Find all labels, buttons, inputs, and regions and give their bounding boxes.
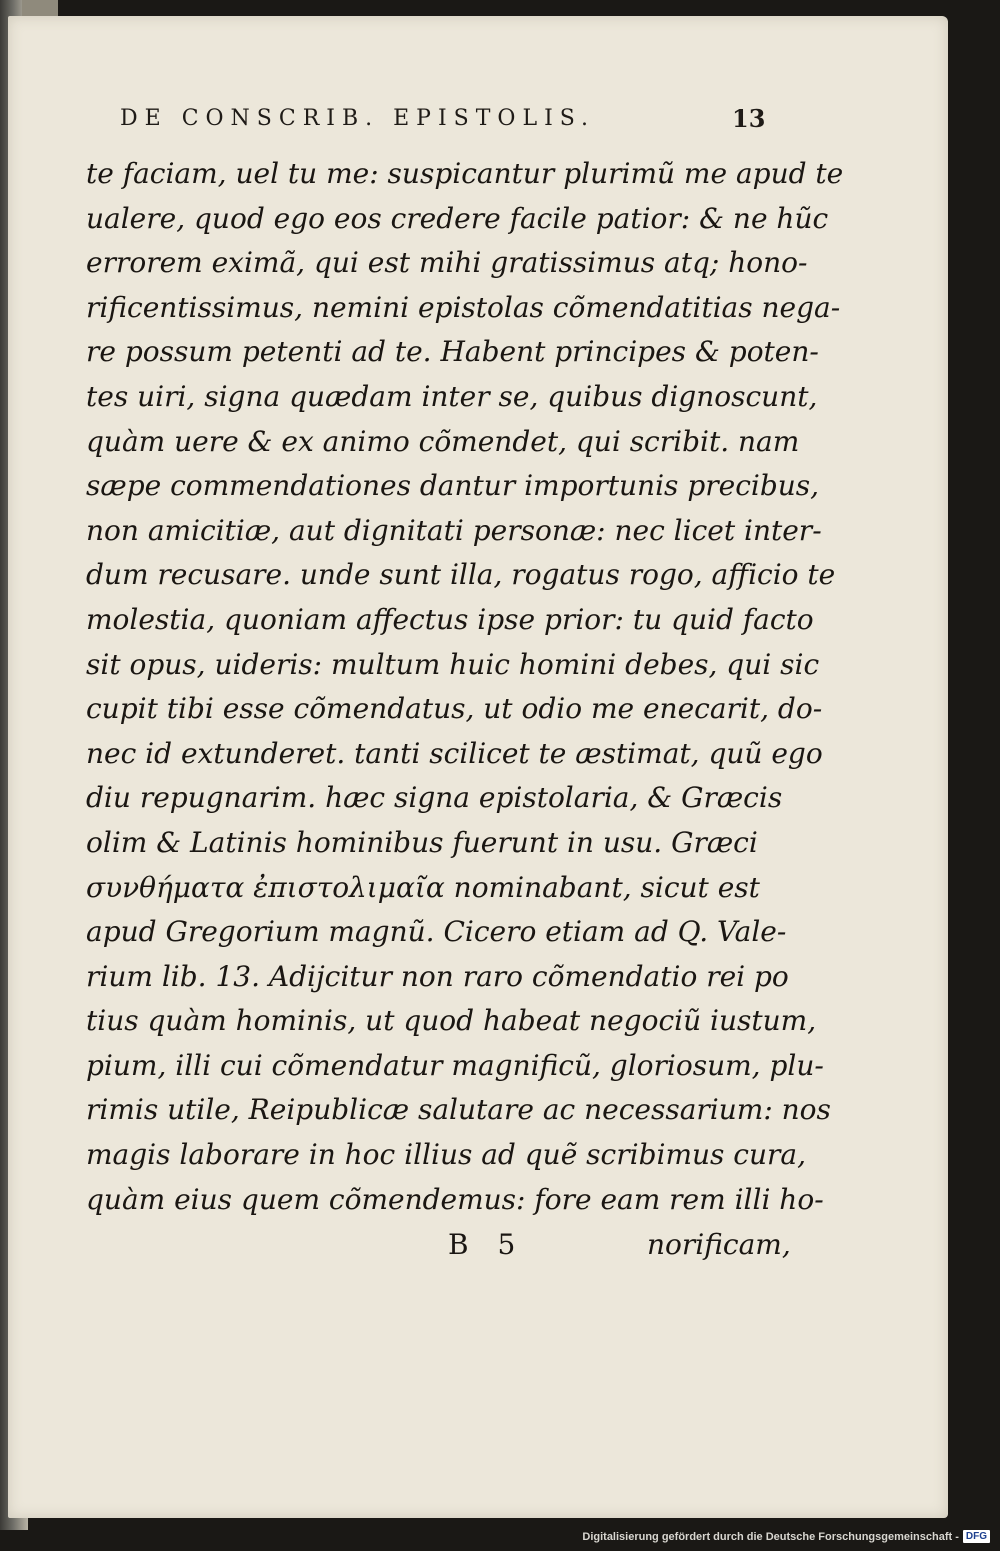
credit-text: Digitalisierung gefördert durch die Deutsche Forschungsgemeinschaft -: [582, 1530, 959, 1543]
text-line: magis laborare in hoc illius ad quẽ scribimus cura,: [86, 1138, 807, 1172]
text-line: sæpe commendationes dantur importunis precibus,: [86, 469, 820, 503]
dfg-logo-icon: DFG: [963, 1530, 990, 1543]
text-line: ualere, quod ego eos credere facile patior: & ne hũc: [86, 201, 829, 235]
text-line: apud Gregorium magnũ. Cicero etiam ad Q. Vale-: [86, 915, 787, 949]
digitization-credit: [582, 1530, 990, 1543]
text-line: diu repugnarim. hæc signa epistolaria, & Græcis: [86, 781, 783, 815]
page-tab-marker: [22, 0, 58, 16]
text-line: molestia, quoniam affectus ipse prior: tu quid facto: [86, 602, 814, 636]
page-number: 13: [732, 104, 766, 133]
text-line: non amicitiæ, aut dignitati personæ: nec licet inter-: [86, 513, 822, 547]
running-head: DE CONSCRIB. EPISTOLIS.: [120, 106, 596, 131]
text-line: dum recusare. unde sunt illa, rogatus rogo, afficio te: [86, 558, 836, 592]
text-line: nec id extunderet. tanti scilicet te æstimat, quũ ego: [86, 736, 823, 770]
text-line: rium lib. 13. Adijcitur non raro cõmendatio rei po: [86, 959, 789, 993]
text-line: pium, illi cui cõmendatur magnificũ, gloriosum, plu-: [86, 1048, 824, 1082]
text-line: sit opus, uideris: multum huic homini debes, qui sic: [86, 647, 820, 681]
text-line: te faciam, uel tu me: suspicantur plurimũ me apud te: [86, 157, 844, 190]
text-line: errorem eximã, qui est mihi gratissimus atq; hono-: [86, 246, 808, 280]
catchword: norificam,: [647, 1228, 791, 1261]
text-line: cupit tibi esse cõmendatus, ut odio me enecarit, do-: [86, 692, 823, 726]
text-line: olim & Latinis hominibus fuerunt in usu. Græci: [86, 825, 758, 859]
text-line: rificentissimus, nemini epistolas cõmendatitias nega-: [86, 290, 841, 324]
text-line: rimis utile, Reipublicæ salutare ac necessarium: nos: [86, 1093, 831, 1127]
text-line: quàm uere & ex animo cõmendet, qui scribit. nam: [86, 424, 800, 458]
body-text: [86, 152, 844, 1222]
text-line: tius quàm hominis, ut quod habeat negociũ iustum,: [86, 1004, 817, 1038]
text-line: tes uiri, signa quædam inter se, quibus dignoscunt,: [86, 379, 818, 413]
text-line: re possum petenti ad te. Habent principes & poten-: [86, 335, 819, 369]
text-line: συνθήματα ἐπιστολιμαῖα nominabant, sicut est: [86, 870, 760, 904]
signature-mark: B 5: [448, 1228, 516, 1261]
text-line: quàm eius quem cõmendemus: fore eam rem illi ho-: [86, 1182, 824, 1216]
